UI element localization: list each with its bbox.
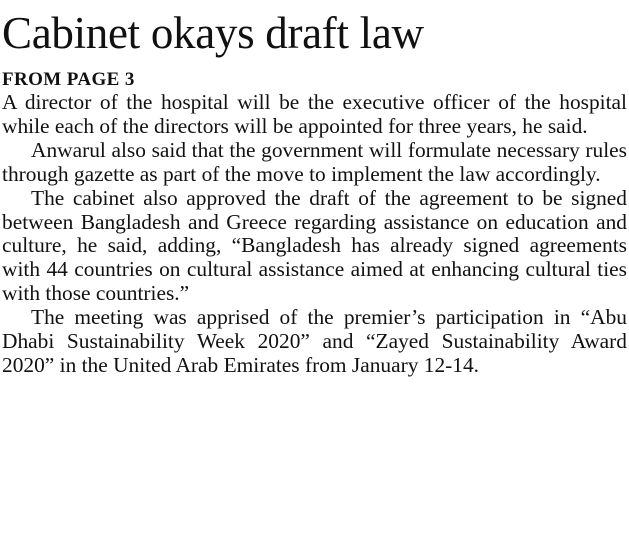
news-article <box>2 0 627 378</box>
article-paragraph-1: A director of the hospital will be the executive officer of the hospital while each of the directors will be appointed for three years, he said. <box>2 90 627 138</box>
article-body <box>2 91 627 378</box>
article-paragraph-2: Anwarul also said that the government will formulate necessary rules through gazette as part of the move to implement the law accordingly. <box>2 137 627 186</box>
article-paragraph-3: The cabinet also approved the draft of the agreement to be signed between Bangladesh and Greece regarding assistance on education and culture, he said, adding, “Bangladesh has already signed agreements with 44 countries on cultural assistance aimed at enhancing cultural ties with those countries.” <box>2 185 627 306</box>
article-headline: Cabinet okays draft law <box>2 8 424 58</box>
article-paragraph-4: The meeting was apprised of the premier’s participation in “Abu Dhabi Sustainability Week 2020” and “Zayed Sustainability Award 2020” in the United Arab Emirates from January 12-14. <box>2 305 627 377</box>
continued-from-label: FROM PAGE 3 <box>2 69 135 90</box>
